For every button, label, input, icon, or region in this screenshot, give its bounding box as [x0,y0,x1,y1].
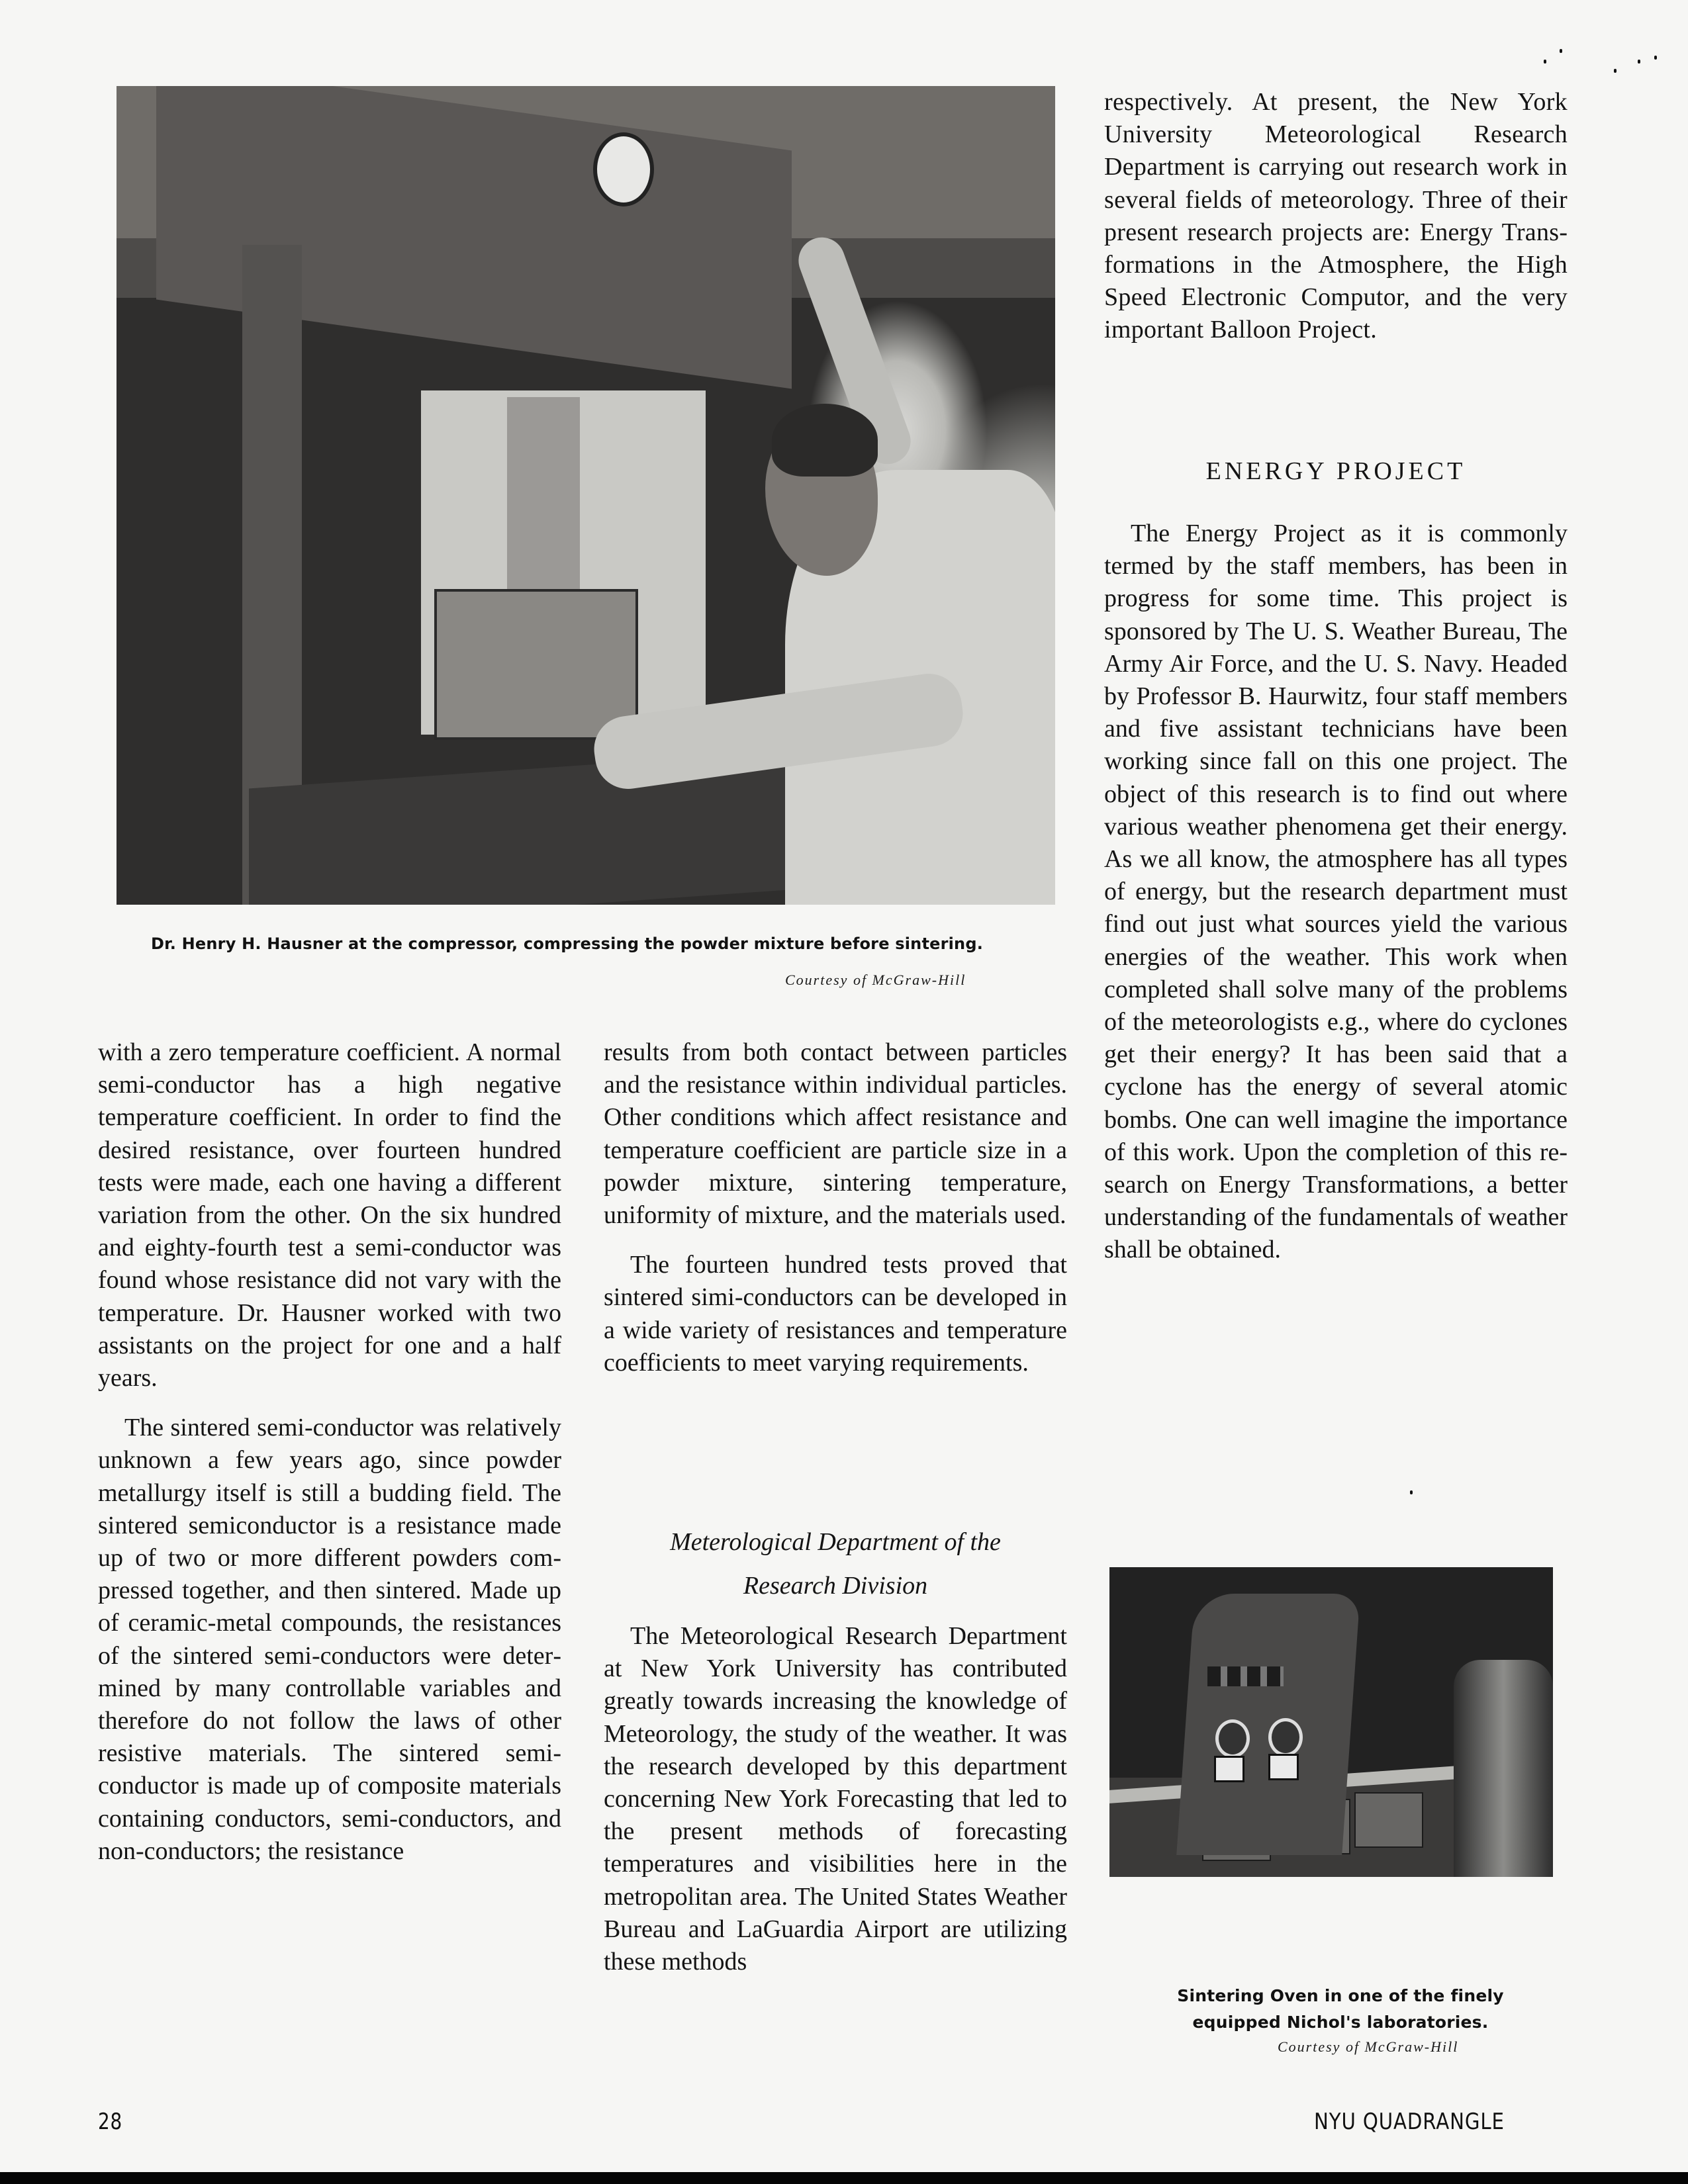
press-die-shape [434,589,638,740]
speck [1560,49,1562,53]
page-number: 28 [98,2109,123,2135]
speck [1544,60,1546,64]
press-photo-credit: Courtesy of McGraw-Hill [785,972,966,988]
article-column-middle-lower [604,1620,1067,1978]
sintering-oven-photo [1109,1567,1553,1877]
man-hair-shape [772,404,878,477]
paragraph: The fourteen hundred tests proved that sintered simi-conductors can be developed in a wide variety of resistances and temperature coefficients to meet varying requirements. [604,1251,1067,1377]
oven-photo-credit: Courtesy of McGraw-Hill [1278,2038,1459,2055]
article-column-left [98,1036,561,1868]
pressure-gauge-icon [593,132,654,206]
paragraph: The Meteorological Research Department at New York University has contributed greatly towards increasing the knowledge of Meteorology, the study of the weather. It was the research developed by this department concerning New York Forecasting that led to the present methods of forecasting temperatures and visibilities here in the metropolitan area. The United States Weather Bureau and LaGuardia Airport are utilizing these methods [604,1622,1067,1976]
caption-line: Sintering Oven in one of the finely [1177,1986,1504,2005]
article-column-right-lower [1104,518,1568,1267]
heading-line: Meterological Department of the [670,1528,1001,1556]
compressor-photo [117,86,1055,905]
press-photo-caption: Dr. Henry H. Hausner at the compressor, compressing the powder mixture before sintering. [151,934,984,953]
publication-name: NYU QUADRANGLE [1314,2109,1505,2135]
speck [1638,60,1640,64]
speck [1654,56,1657,60]
press-ram-shape [507,397,580,589]
oven-cabinet-shape [1176,1594,1360,1855]
paragraph: results from both contact between particles and the resistance within individual particles. Other conditions which affect resistance and temperature coefficient are particle size in a powder mixture, sintering temperature, uniformity of mixture, and the materials used. [604,1038,1067,1230]
article-column-right [1104,86,1568,347]
section-heading-energy-project: ENERGY PROJECT [1205,457,1466,485]
heading-line: Research Division [743,1572,928,1600]
oven-photo-caption [1152,1983,1529,2036]
paragraph: The sintered semi-conductor was relatively unknown a few years ago, since powder metallurgy itself is still a budding field. The sintered semiconductor is a resistance made up of two or more different powders compressed together, and then sintered. Made up of ceramic-metal compounds, the resistances of the sintered semi-conductors were determined by many controllable variables and therefore do not follow the laws of other resistive materials. The sintered semi-conductor is made up of composite materials containing conductors, semi-conductors, and non-conductors; the resistance [98,1414,561,1865]
oven-dial-icon [1268,1718,1303,1756]
oven-vent-icon [1207,1666,1284,1686]
scan-bottom-edge [0,2172,1688,2184]
oven-dial-icon [1215,1719,1250,1758]
speck [1614,69,1617,73]
oven-meter-icon [1268,1754,1299,1780]
caption-line: equipped Nichol's laboratories. [1192,2013,1489,2032]
oven-meter-icon [1214,1756,1244,1782]
paragraph: The Energy Project as it is commonly termed by the staff members, has been in progress for some time. This project is sponsored by The U. S. Weather Bureau, The Army Air Force, and the U. S. Navy. Headed by Professor B. Haurwitz, four staff members and five assistant technicians have been working since fall on this one project. The object of this research is to find out where various weather phenomena get their energy. As we all know, the atmosphere has all types of energy, but the research department must find out just what sources yield the various energies of the weather. This work when completed shall solve many of the problems of the meteorologists e.g., where do cyclones get their energy? It has been said that a cyclone has the energy of several atomic bombs. One can well imagine the importance of this work. Upon the completion of this research on Energy Transformations, a better understanding of the fundamentals of weather shall be obtained. [1104,520,1568,1264]
section-heading-meteorological [604,1520,1067,1608]
paragraph: with a zero temperature coefficient. A normal semi-conductor has a high negative temperature coefficient. In order to find the desired resistance, over fourteen hundred tests were made, each one having a different variation from the other. On the six hundred and eighty-fourth test a semi-conductor was found whose resistance did not vary with the temperature. Dr. Hausner worked with two assistants on the project for one and a half years. [98,1038,561,1392]
drawer-shape [1354,1792,1423,1848]
speck [1410,1490,1413,1494]
paragraph: respectively. At present, the New York University Meteorological Research Department is carrying out research work in several fields of meteorology. Three of their present research projects are: Energy Transformations in the Atmosphere, the High Speed Electronic Computor, and the very important Balloon Project. [1104,88,1568,344]
gas-cylinder-shape [1454,1660,1553,1877]
article-column-middle [604,1036,1067,1379]
